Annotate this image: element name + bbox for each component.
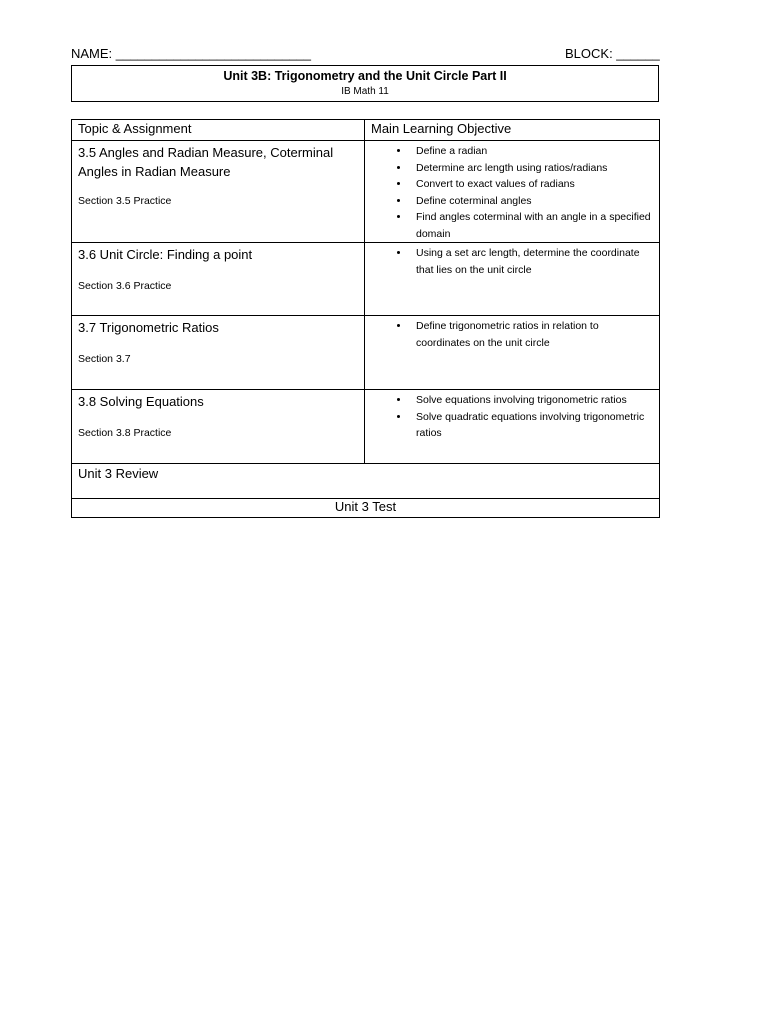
list-item: • Define trigonometric ratios in relation to coordinates on the unit circle xyxy=(410,318,655,351)
assignment-text: Section 3.7 xyxy=(78,353,131,365)
topic-title: 3.6 Unit Circle: Finding a point xyxy=(78,247,253,262)
topic-cell xyxy=(72,243,365,316)
title-box xyxy=(71,65,659,102)
topic-cell xyxy=(72,390,365,464)
assignment-text: Section 3.8 Practice xyxy=(78,427,172,439)
block-field-label: BLOCK: ______ xyxy=(565,46,660,61)
objective-cell xyxy=(365,141,660,243)
objective-list xyxy=(365,245,659,278)
header-objective: Main Learning Objective xyxy=(365,120,660,141)
list-item: • Find angles coterminal with an angle in a specified domain xyxy=(410,209,655,242)
list-item: • Solve quadratic equations involving trigonometric ratios xyxy=(410,409,655,442)
unit-plan-table xyxy=(71,119,660,518)
topic-cell xyxy=(72,141,365,243)
test-row xyxy=(72,499,660,518)
table-row xyxy=(72,316,660,390)
table-row xyxy=(72,141,660,243)
table-header-row xyxy=(72,120,660,141)
list-item: • Solve equations involving trigonometric ratios xyxy=(410,392,655,409)
header-topic: Topic & Assignment xyxy=(72,120,365,141)
list-item: • Convert to exact values of radians xyxy=(410,176,655,193)
objective-list xyxy=(365,143,659,242)
assignment-text: Section 3.6 Practice xyxy=(78,280,172,292)
objective-cell xyxy=(365,316,660,390)
objective-list xyxy=(365,318,659,351)
review-row xyxy=(72,464,660,499)
objective-list xyxy=(365,392,659,442)
unit-review: Unit 3 Review xyxy=(72,464,660,499)
table-row xyxy=(72,390,660,464)
objective-cell xyxy=(365,390,660,464)
assignment-text: Section 3.5 Practice xyxy=(78,195,172,207)
name-field-label: NAME: ___________________________ xyxy=(71,46,311,61)
topic-title: 3.5 Angles and Radian Measure, Coterminal Angles in Radian Measure xyxy=(78,145,334,179)
course-subtitle: IB Math 11 xyxy=(341,86,389,97)
list-item: • Determine arc length using ratios/radians xyxy=(410,160,655,177)
topic-cell xyxy=(72,316,365,390)
list-item: • Define a radian xyxy=(410,143,655,160)
list-item: • Using a set arc length, determine the coordinate that lies on the unit circle xyxy=(410,245,655,278)
topic-title: 3.8 Solving Equations xyxy=(78,394,204,409)
table-row xyxy=(72,243,660,316)
objective-cell xyxy=(365,243,660,316)
unit-title: Unit 3B: Trigonometry and the Unit Circle Part II xyxy=(223,69,507,83)
topic-title: 3.7 Trigonometric Ratios xyxy=(78,320,219,335)
unit-test: Unit 3 Test xyxy=(72,499,660,518)
list-item: • Define coterminal angles xyxy=(410,193,655,210)
